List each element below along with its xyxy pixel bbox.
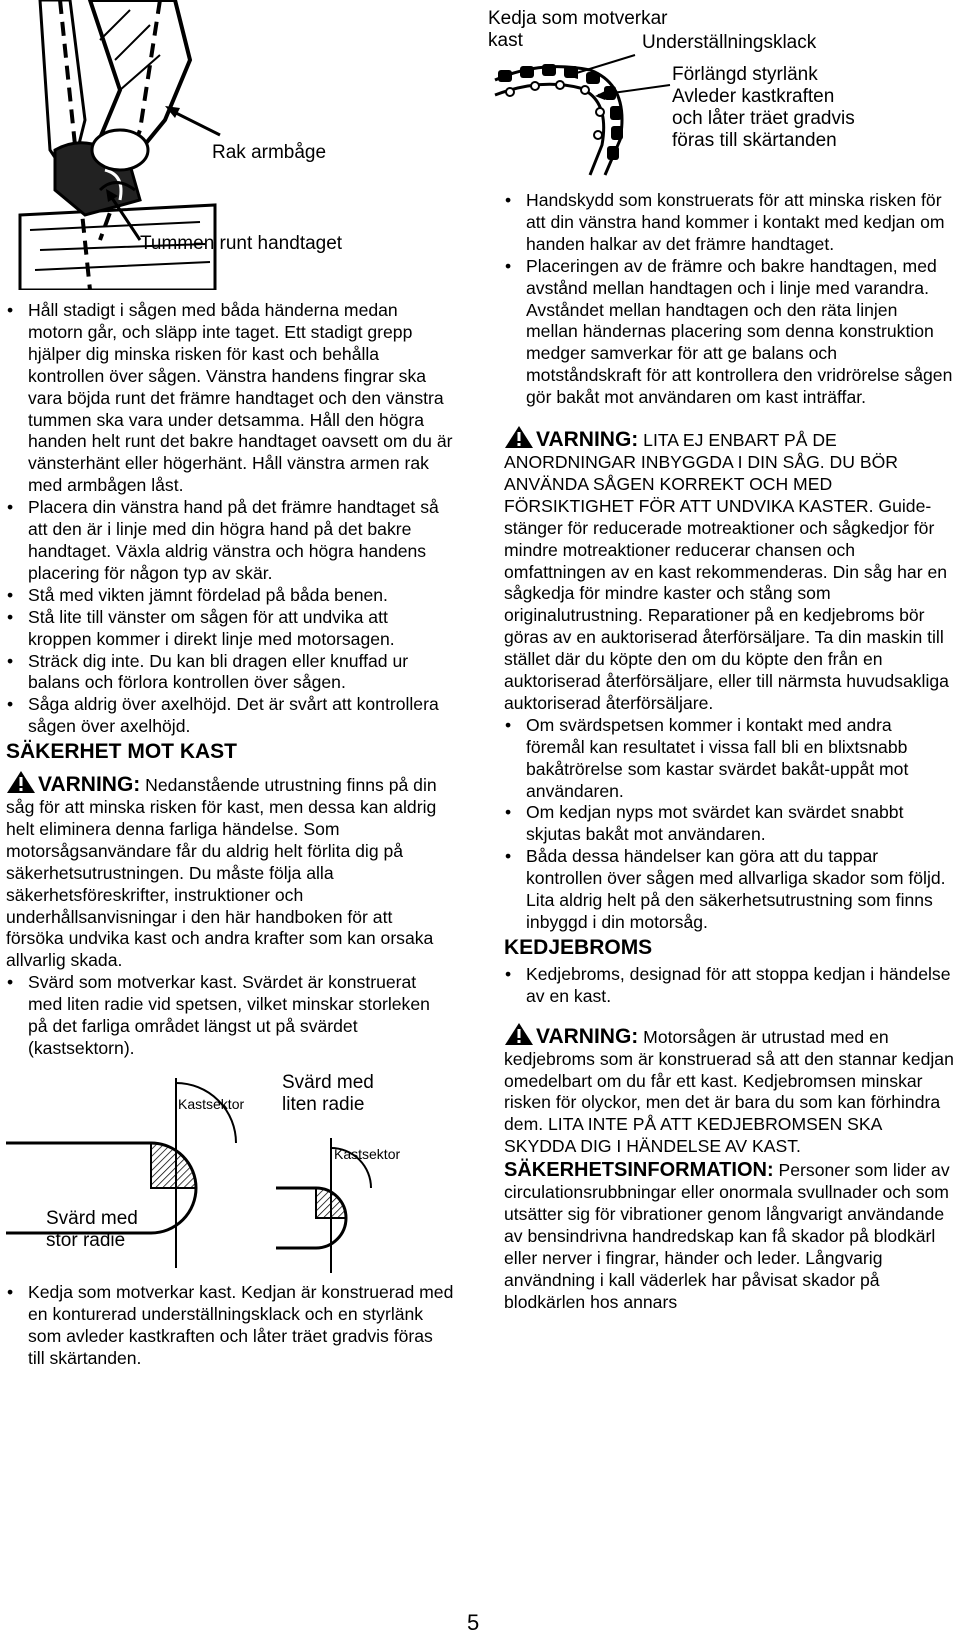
warning-label: VARNING: (536, 428, 639, 452)
label-guard-link (672, 64, 855, 152)
safety-info-heading: SÄKERHETSINFORMATION: (504, 1159, 774, 1182)
warning-triangle-icon (6, 770, 36, 794)
warning-paragraph-2 (504, 425, 954, 715)
warning-text: Guide-stänger för reducerade motreaktioner och sågkedjor för mindre motreaktioner reducerar chansen och omfattningen av en kast rekommenderas. Din såg har en sågkedja för mindre kaster och stång som originalutrustning. Reparationer på en kedjebroms bör göras av en auktoriserad återförsäljare. Ta din maskin till stället där du köpte den om du köpte den från en auktoriserad återförsäljare, eller till närmsta huvudsakliga auktoriserad återförsäljare. (504, 495, 949, 713)
label-depth-gauge: Underställningsklack (642, 32, 817, 53)
brake-list (504, 964, 954, 1008)
safety-information (504, 1160, 954, 1313)
safety-info-text: Personer som lider av circulationsrubbningar eller onormala svullnader och som utsätter sig för vibrationer genom långvarigt användande av bensindrivna handredskap kan få skador på blodkärl eller nerver i fingrar, händer och leder. Långvarig användning i kall väderlek har påvisat skador på blodkärlen hos annars (504, 1160, 950, 1312)
warning-paragraph-1 (6, 770, 454, 972)
heading-kickback-safety: SÄKERHET MOT KAST (6, 740, 237, 764)
label-guard-link-4: föras till skärtanden (672, 130, 837, 151)
list-item: • Handskydd som konstruerats för att minska risken för att din vänstra hand kommer i kontakt med kedjan om handen halkar av det främre handtaget. (504, 190, 954, 256)
list-item: • Kedja som motverkar kast. Kedjan är konstruerad med en konturerad underställningsklack och en styrlänk som avleder kastkraften och låter träet gradvis föras till skärtanden. (6, 1282, 454, 1370)
list-item: • Om kedjan nyps mot svärdet kan svärdet snabbt skjutas bakåt mot användaren. (504, 802, 954, 846)
chain-illustration (480, 0, 960, 185)
warning-label: VARNING: (536, 1024, 639, 1048)
list-item: • Stå lite till vänster om sågen för att undvika att kroppen kommer i direkt linje med motorsagen. (6, 607, 454, 651)
label-guard-link-2: Avleder kastkraften (672, 86, 835, 107)
list-item: • Båda dessa händelser kan göra att du tappar kontrollen över sågen med allvarliga skador som följd. Lita aldrig helt på den säkerhetsutrustning som finns inbyggd i din motorsåg. (504, 846, 954, 934)
hand-grip-illustration (0, 0, 460, 290)
label-kickback-zone-large: Kastsektor (178, 1095, 245, 1112)
list-item: • Stå med vikten jämnt fördelad på båda benen. (6, 585, 454, 607)
chain-list (6, 1282, 454, 1370)
list-item: • Håll stadigt i sågen med båda händerna medan motorn går, och släpp inte taget. Ett stadigt grepp hjälper dig minska risken för kast och behålla kontrollen över sågen. Vänstra handens fingrar ska vara böjda runt det främre handtaget och den vänstra tummen ska vara under detsamma. Håll den högra handen helt runt det bakre handtaget oavsett om du är vänsterhänt eller högerhänt. Håll vänstra armen rak med armbågen låst. (6, 300, 454, 497)
warning-triangle-icon (504, 425, 534, 449)
label-chain-line1: Kedja som motverkar (488, 8, 668, 29)
label-straight-elbow: Rak armbåge (212, 142, 327, 163)
list-item: • Sträck dig inte. Du kan bli dragen eller knuffad ur balans och förlora kontrollen över sågen. (6, 651, 454, 695)
list-item: • Placera din vänstra hand på det främre handtaget så att den är i linje med din högra hand på det bakre handtaget. Växla aldrig vänstra och högra handens placering för någon typ av skär. (6, 497, 454, 585)
warning-caps-text: LITA INTE PÅ ATT KEDJEBROMSEN SKA SKYDDA DIG I HÄNDELSE AV KAST. (504, 1114, 882, 1157)
label-chain-line2: kast (488, 30, 523, 51)
label-large-radius-1: Svärd med (46, 1207, 138, 1229)
right-column (504, 190, 954, 1314)
label-thumb-around-handle: Tummen runt handtaget (140, 233, 343, 254)
list-item: • Om svärdspetsen kommer i kontakt med andra föremål kan resultatet i vissa fall bli en blixtsnabb bakåtrörelse som kastar svärdet bakåt-uppåt mot användaren. (504, 715, 954, 803)
label-guard-link-1: Förlängd styrlänk (672, 64, 818, 85)
list-item: • Såga aldrig över axelhöjd. Det är svårt att kontrollera sågen över axelhöjd. (6, 694, 454, 738)
label-small-radius-1: Svärd med (282, 1071, 374, 1093)
warning-paragraph-3 (504, 1022, 954, 1158)
label-kickback-zone-small: Kastsektor (334, 1145, 401, 1162)
warning-text: Nedanstående utrustning finns på din såg för att minska risken för kast, men dessa kan aldrig helt eliminera denna farliga händelse. Som motorsågsanvändare får du aldrig helt förlita dig på säkerhetsutrustningen. Du måste följa alla säkerhetsföreskrifter, instruktioner och underhållsanvisningar i den här handboken för att försöka undvika kast och andra krafter som kan orsaka allvarlig skada. (6, 775, 437, 971)
label-small-radius (282, 1072, 374, 1116)
bar-radius-diagram (6, 1068, 454, 1278)
list-item: • Placeringen av de främre och bakre handtagen, med avstånd mellan handtagen och i linje med varandra. Avståndet mellan handtagen och den räta linjen mellan händernas placering som denna konstruktion medger samverkar för att ge balans och motståndskraft för att kontrollera den vridrörelse sågen gör bakåt mot användaren om kast inträffar. (504, 256, 954, 409)
warning-text: Motorsågen är utrustad med en kedjebroms som är konstruerad så att den stannar kedjan omedelbart om du får ett kast. Kedjebromsen minskar risken för olyckor, men det är bara du som kan förhindra dem. (504, 1026, 954, 1135)
handle-list (504, 190, 954, 409)
label-large-radius (46, 1208, 138, 1252)
label-large-radius-2: stor radie (46, 1229, 126, 1251)
list-item: • Kedjebroms, designad för att stoppa kedjan i händelse av en kast. (504, 964, 954, 1008)
warning-caps-text: LITA EJ ENBART PÅ DE ANORDNINGAR INBYGGDA I DIN SÅG. DU BÖR ANVÄNDA SÅGEN KORREKT OCH MED FÖRSIKTIGHET FÖR ATT UNDVIKA KASTER. (504, 430, 898, 516)
page-number: 5 (467, 1610, 480, 1635)
left-column (6, 300, 454, 1370)
warning-label: VARNING: (38, 773, 141, 797)
label-small-radius-2: liten radie (282, 1093, 365, 1115)
heading-chain-brake: KEDJEBROMS (504, 935, 653, 959)
warning-triangle-icon (504, 1022, 534, 1046)
grip-instructions (6, 300, 454, 738)
label-anti-kickback-chain (488, 8, 668, 52)
kickback-causes-list (504, 715, 954, 934)
list-item: • Svärd som motverkar kast. Svärdet är konstruerat med liten radie vid spetsen, vilket minskar storleken på det farliga området längst ut på svärdet (kastsektorn). (6, 972, 454, 1060)
bar-list (6, 972, 454, 1060)
label-guard-link-3: och låter träet gradvis (672, 108, 855, 129)
